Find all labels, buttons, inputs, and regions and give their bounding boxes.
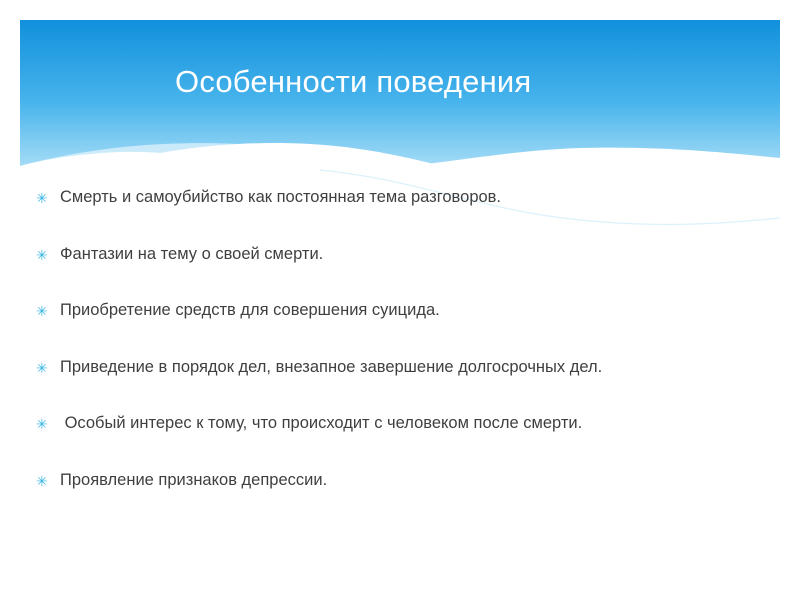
asterisk-bullet-icon: ✳ (36, 303, 48, 320)
list-item-text: Фантазии на тему о своей смерти. (60, 244, 324, 263)
list-item-text: Приобретение средств для совершения суицида. (60, 301, 440, 320)
bullet-list (36, 170, 776, 509)
list-item (36, 170, 776, 227)
list-item-text: Особый интерес к тому, что происходит с человеком после смерти. (60, 414, 583, 433)
slide-title: Особенности поведения (175, 64, 532, 99)
list-item (36, 340, 776, 397)
list-item-text: Приведение в порядок дел, внезапное завершение долгосрочных дел. (60, 357, 603, 376)
list-item (36, 283, 776, 340)
list-item-text: Смерть и самоубийство как постоянная тема разговоров. (60, 188, 502, 207)
list-item (36, 396, 776, 453)
asterisk-bullet-icon: ✳ (36, 359, 48, 376)
asterisk-bullet-icon: ✳ (36, 246, 48, 263)
asterisk-bullet-icon: ✳ (36, 416, 48, 433)
list-item (36, 227, 776, 284)
list-item-text: Проявление признаков депрессии. (60, 470, 328, 489)
asterisk-bullet-icon: ✳ (36, 190, 48, 207)
asterisk-bullet-icon: ✳ (36, 472, 48, 489)
list-item (36, 453, 776, 510)
